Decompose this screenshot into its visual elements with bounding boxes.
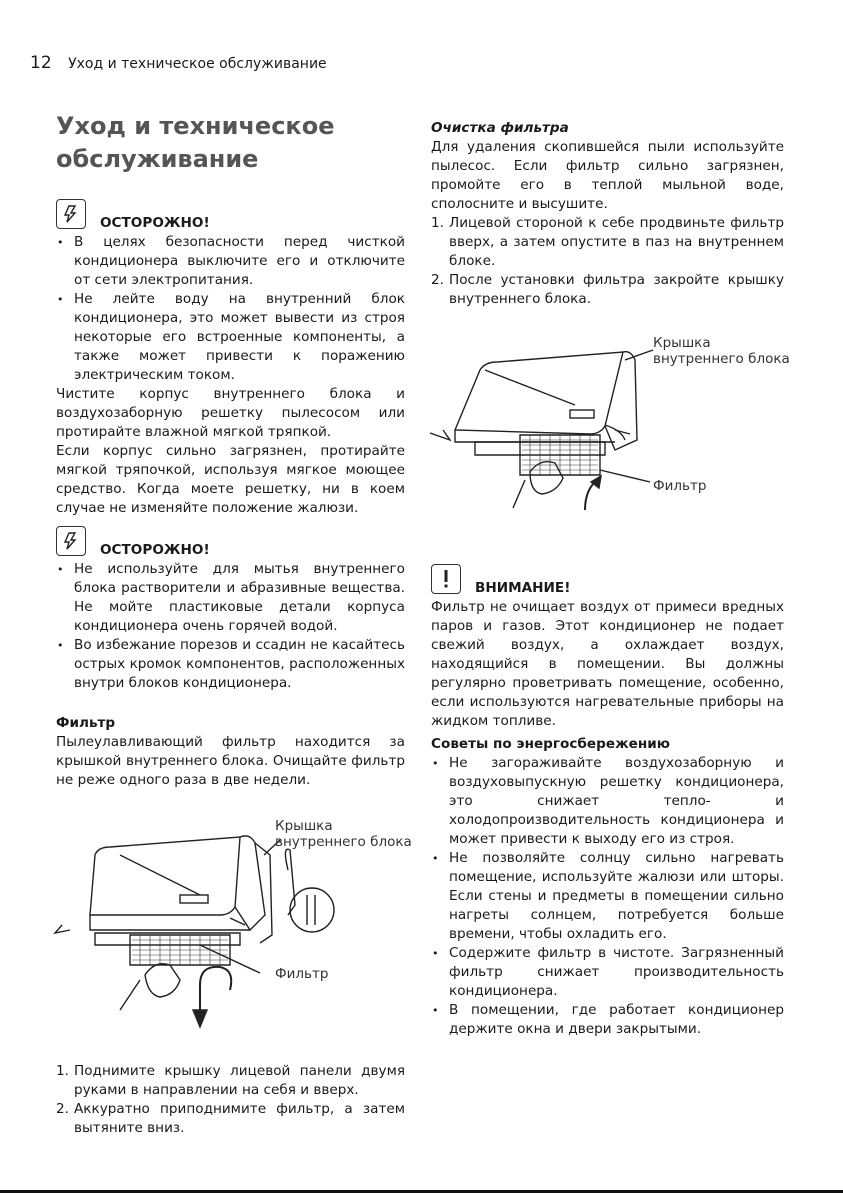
tips-heading: Советы по энергосбережению <box>431 736 670 752</box>
left-block-2 <box>56 522 405 693</box>
cover-label-line-1: Крышка <box>275 818 333 834</box>
paragraph: Чистите корпус внутреннего блока и воздухозаборную решетку пылесосом или протирайте влажной мягкой тряпкой. <box>56 386 405 440</box>
electric-shock-warning-icon <box>56 199 86 229</box>
removal-steps-list <box>56 1062 405 1138</box>
cover-label <box>653 335 790 367</box>
page-title-line-2: обслуживание <box>56 145 259 173</box>
page-number: 12 <box>30 53 52 73</box>
cleaning-steps-list <box>431 214 784 309</box>
filter-label: Фильтр <box>653 478 707 494</box>
warning-1-list <box>56 233 405 385</box>
page-title-line-1: Уход и техническое <box>56 112 335 140</box>
paragraph: Если корпус сильно загрязнен, протирайте мягкой тряпочкой, используя мягкое моющее средство. Когда моете решетку, ни в коем случае не изменяйте положение жалюзи. <box>56 443 405 516</box>
tips-list <box>431 754 784 1039</box>
exclamation-icon <box>431 564 461 594</box>
step-number: 2. <box>431 272 444 288</box>
cover-label <box>275 818 412 850</box>
step-number: 1. <box>56 1063 69 1079</box>
attention-text: Фильтр не очищает воздух от примеси вредных паров и газов. Этот кондиционер не подает свежий воздух, а охлаждает воздух, находящийся в помещении. Вы должны регулярно проветривать помещение, особенно, если используются нагревательные приборы на жидком топливе. <box>431 599 784 729</box>
warning-1-title: ОСТОРОЖНО! <box>100 215 210 231</box>
step-text: Поднимите крышку лицевой панели двумя руками в направлении на себя и вверх. <box>74 1063 405 1098</box>
header-section-title: Уход и техническое обслуживание <box>68 56 327 72</box>
left-block-1 <box>56 195 405 518</box>
left-steps <box>56 1062 405 1138</box>
list-item: • Содержите фильтр в чистоте. Загрязненный фильтр снижает производительность кондиционера. <box>431 944 784 1001</box>
cleaning-heading: Очистка фильтра <box>431 120 569 136</box>
page-header <box>30 53 327 73</box>
list-item <box>431 214 784 271</box>
warning-2-title: ОСТОРОЖНО! <box>100 542 210 558</box>
step-text: Лицевой стороной к себе продвиньте фильтр вверх, а затем опустите в паз на внутреннем блоке. <box>449 215 784 269</box>
filter-label: Фильтр <box>275 966 329 982</box>
step-text: Аккуратно приподнимите фильтр, а затем вытяните вниз. <box>74 1101 405 1136</box>
step-text: После установки фильтра закройте крышку внутреннего блока. <box>449 272 784 307</box>
step-number: 1. <box>431 215 444 231</box>
warning-2-header <box>56 522 405 556</box>
list-item: • Не позволяйте солнцу сильно нагревать помещение, используйте жалюзи или шторы. Если стены и предметы в помещении сильно нагреты солнцем, потребуется больше времени, чтобы охладить его. <box>431 849 784 944</box>
filter-section <box>56 714 405 790</box>
attention-title: ВНИМАНИЕ! <box>475 580 571 596</box>
list-item <box>431 271 784 309</box>
list-item: • Не лейте воду на внутренний блок кондиционера, это может вывести из строя некоторые его встроенные компоненты, а также может привести к поражению электрическим током. <box>56 290 405 385</box>
filter-removal-illustration <box>50 815 420 1030</box>
list-item: • В целях безопасности перед чисткой кондиционера выключите его и отключите от сети электропитания. <box>56 233 405 290</box>
list-item: • Не используйте для мытья внутреннего блока растворители и абразивные вещества. Не мойте пластиковые детали корпуса кондиционера очень горячей водой. <box>56 560 405 636</box>
electric-shock-warning-icon <box>56 526 86 556</box>
cover-label-line-2: внутреннего блока <box>653 351 790 367</box>
energy-tips-section <box>431 735 784 1039</box>
list-item: • В помещении, где работает кондиционер держите окна и двери закрытыми. <box>431 1001 784 1039</box>
filter-cleaning-section <box>431 119 784 309</box>
list-item <box>56 1062 405 1100</box>
warning-2-list <box>56 560 405 693</box>
filter-text: Пылеулавливающий фильтр находится за крышкой внутреннего блока. Очищайте фильтр не реже одного раза в две недели. <box>56 734 405 788</box>
attention-header <box>431 560 784 594</box>
list-item: • Во избежание порезов и ссадин не касайтесь острых кромок компонентов, расположенных внутри блоков кондиционера. <box>56 636 405 693</box>
cover-label-line-2: внутреннего блока <box>275 834 412 850</box>
warning-1-header <box>56 195 405 229</box>
list-item <box>56 1100 405 1138</box>
cover-label-line-1: Крышка <box>653 335 711 351</box>
filter-heading: Фильтр <box>56 715 116 731</box>
attention-section <box>431 560 784 731</box>
cleaning-text: Для удаления скопившейся пыли используйте пылесос. Если фильтр сильно загрязнен, промойте его в теплой мыльной воде, сполосните и высушите. <box>431 139 784 212</box>
filter-installation-illustration <box>425 330 795 510</box>
page-title <box>56 110 386 176</box>
step-number: 2. <box>56 1101 69 1117</box>
list-item: • Не загораживайте воздухозаборную и воздуховыпускную решетку кондиционера, это снижает тепло- и холодопроизводительность кондиционера и может привести к выходу его из строя. <box>431 754 784 849</box>
